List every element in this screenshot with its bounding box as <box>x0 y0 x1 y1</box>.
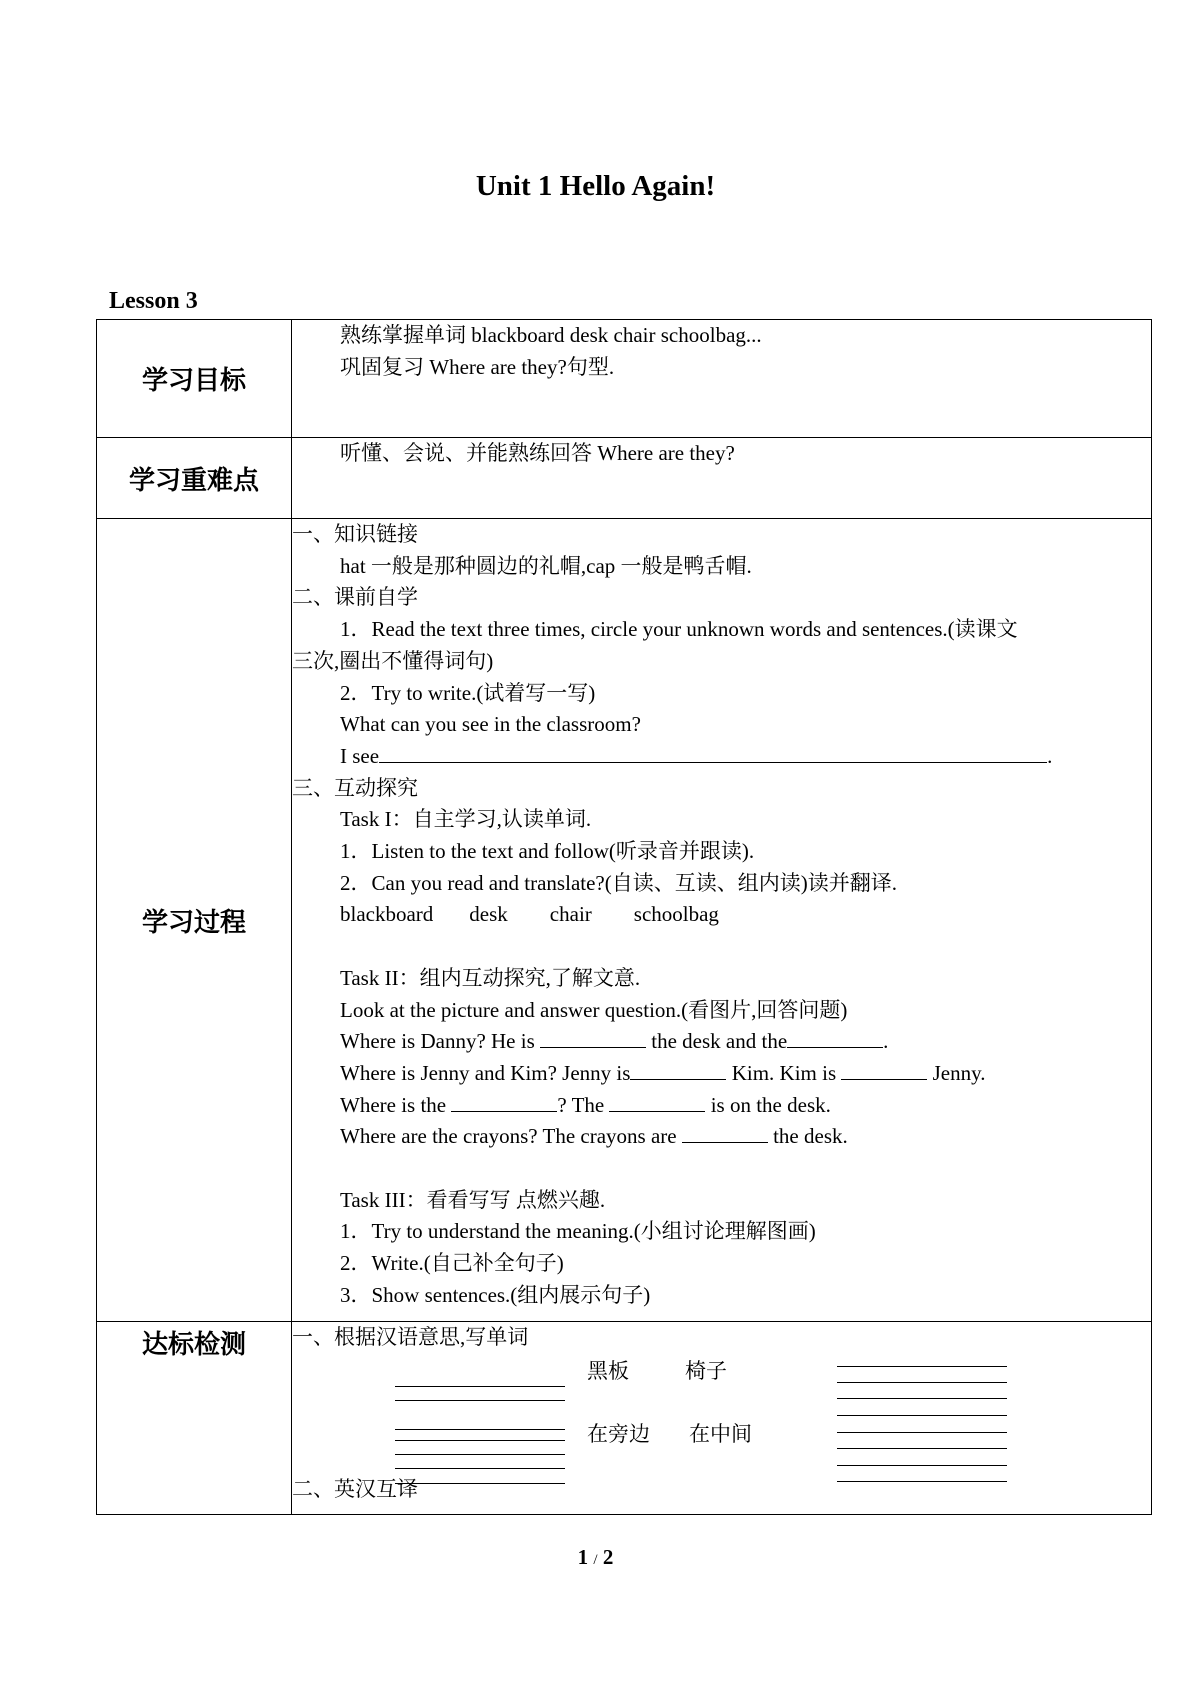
content-process <box>292 519 1152 1322</box>
label-goals: 学习目标 <box>97 320 292 438</box>
label-process: 学习过程 <box>97 519 292 1322</box>
section-title: 二、课前自学 <box>292 585 418 610</box>
goal-line: 熟练掌握单词 blackboard desk chair schoolbag... <box>340 323 762 347</box>
page-number <box>0 1545 1191 1570</box>
text-fragment: Jenny. <box>932 1060 986 1085</box>
content-key-points <box>292 438 1152 519</box>
row-process <box>97 519 1152 1322</box>
fill-line <box>292 1121 1151 1153</box>
text-line: hat 一般是那种圆边的礼帽,cap 一般是鸭舌帽. <box>340 553 752 578</box>
blank[interactable] <box>787 1027 883 1048</box>
content-test <box>292 1322 1152 1515</box>
lesson-heading: Lesson 3 <box>109 288 198 314</box>
row-key-points <box>97 438 1152 519</box>
word-list <box>292 899 1151 931</box>
text-line: 1．Try to understand the meaning.(小组讨论理解图画) <box>340 1219 816 1244</box>
text-fragment: is on the desk. <box>710 1092 831 1117</box>
text-line: 2．Try to write.(试着写一写) <box>340 680 596 705</box>
blank[interactable] <box>841 1059 927 1080</box>
text-fragment: Where are the crayons? The crayons are <box>340 1124 677 1149</box>
text-fragment: . <box>1047 743 1053 768</box>
text-fragment: Kim. Kim is <box>731 1060 837 1085</box>
label-key-points: 学习重难点 <box>97 438 292 519</box>
word: schoolbag <box>633 902 719 927</box>
section-title: 一、知识链接 <box>292 522 418 546</box>
content-goals <box>292 320 1152 438</box>
text-line: 1．Read the text three times, circle your unknown words and sentences.(读课文 <box>340 617 1018 642</box>
text-line: 3．Show sentences.(组内展示句子) <box>340 1282 651 1307</box>
text-line: What can you see in the classroom? <box>340 712 641 737</box>
fill-line <box>292 1058 1151 1090</box>
chinese-word: 黑板 <box>587 1358 629 1383</box>
text-line: Look at the picture and answer question.(看图片,回答问题) <box>340 997 848 1022</box>
text-line: 三次,圈出不懂得词句) <box>292 648 494 673</box>
page-title: Unit 1 Hello Again! <box>475 170 716 202</box>
section-title: 二、英汉互译 <box>292 1476 418 1501</box>
word: desk <box>469 902 508 927</box>
write-lines-right[interactable] <box>837 1366 1007 1482</box>
fill-line <box>292 741 1151 773</box>
write-lines-left[interactable] <box>395 1386 565 1484</box>
label-test: 达标检测 <box>97 1322 292 1515</box>
goal-line: 巩固复习 Where are they?句型. <box>340 354 615 379</box>
blank[interactable] <box>451 1091 557 1112</box>
word-writing-area <box>292 1354 1151 1474</box>
current-page: 1 <box>577 1545 589 1569</box>
section-title: 一、根据汉语意思,写单词 <box>292 1325 529 1349</box>
chinese-word: 在旁边 <box>587 1421 650 1446</box>
task-title: Task III：看看写写 点燃兴趣. <box>340 1187 606 1212</box>
text-line: 1．Listen to the text and follow(听录音并跟读). <box>340 839 755 864</box>
row-goals <box>97 320 1152 438</box>
chinese-word: 椅子 <box>685 1358 727 1383</box>
fill-line <box>292 1026 1151 1058</box>
blank[interactable] <box>682 1122 768 1143</box>
key-point-line: 听懂、会说、并能熟练回答 Where are they? <box>340 441 735 465</box>
word: blackboard <box>340 902 434 927</box>
blank[interactable] <box>379 742 1047 763</box>
lesson-plan-table <box>96 319 1152 1515</box>
text-fragment: ? The <box>557 1092 605 1117</box>
text-line: 2．Write.(自己补全句子) <box>340 1251 564 1276</box>
page-separator: / <box>593 1552 598 1568</box>
chinese-word: 在中间 <box>689 1421 752 1446</box>
text-fragment: . <box>883 1029 889 1054</box>
text-fragment: Where is Jenny and Kim? Jenny is <box>340 1060 631 1085</box>
word: chair <box>549 902 592 927</box>
task-title: Task II：组内互动探究,了解文意. <box>340 965 641 990</box>
section-title: 三、互动探究 <box>292 775 418 800</box>
total-pages: 2 <box>602 1545 614 1569</box>
text-fragment: Where is the <box>340 1092 447 1117</box>
fill-line <box>292 1090 1151 1122</box>
text-fragment: I see <box>340 743 380 768</box>
task-title: Task I：自主学习,认读单词. <box>340 807 592 832</box>
text-fragment: the desk. <box>773 1124 848 1149</box>
text-fragment: Where is Danny? He is <box>340 1029 535 1054</box>
blank[interactable] <box>540 1027 646 1048</box>
text-fragment: the desk and the <box>651 1029 788 1054</box>
text-line: 2．Can you read and translate?(自读、互读、组内读)读并翻译. <box>340 870 897 895</box>
blank[interactable] <box>609 1091 705 1112</box>
blank[interactable] <box>630 1059 726 1080</box>
row-test <box>97 1322 1152 1515</box>
